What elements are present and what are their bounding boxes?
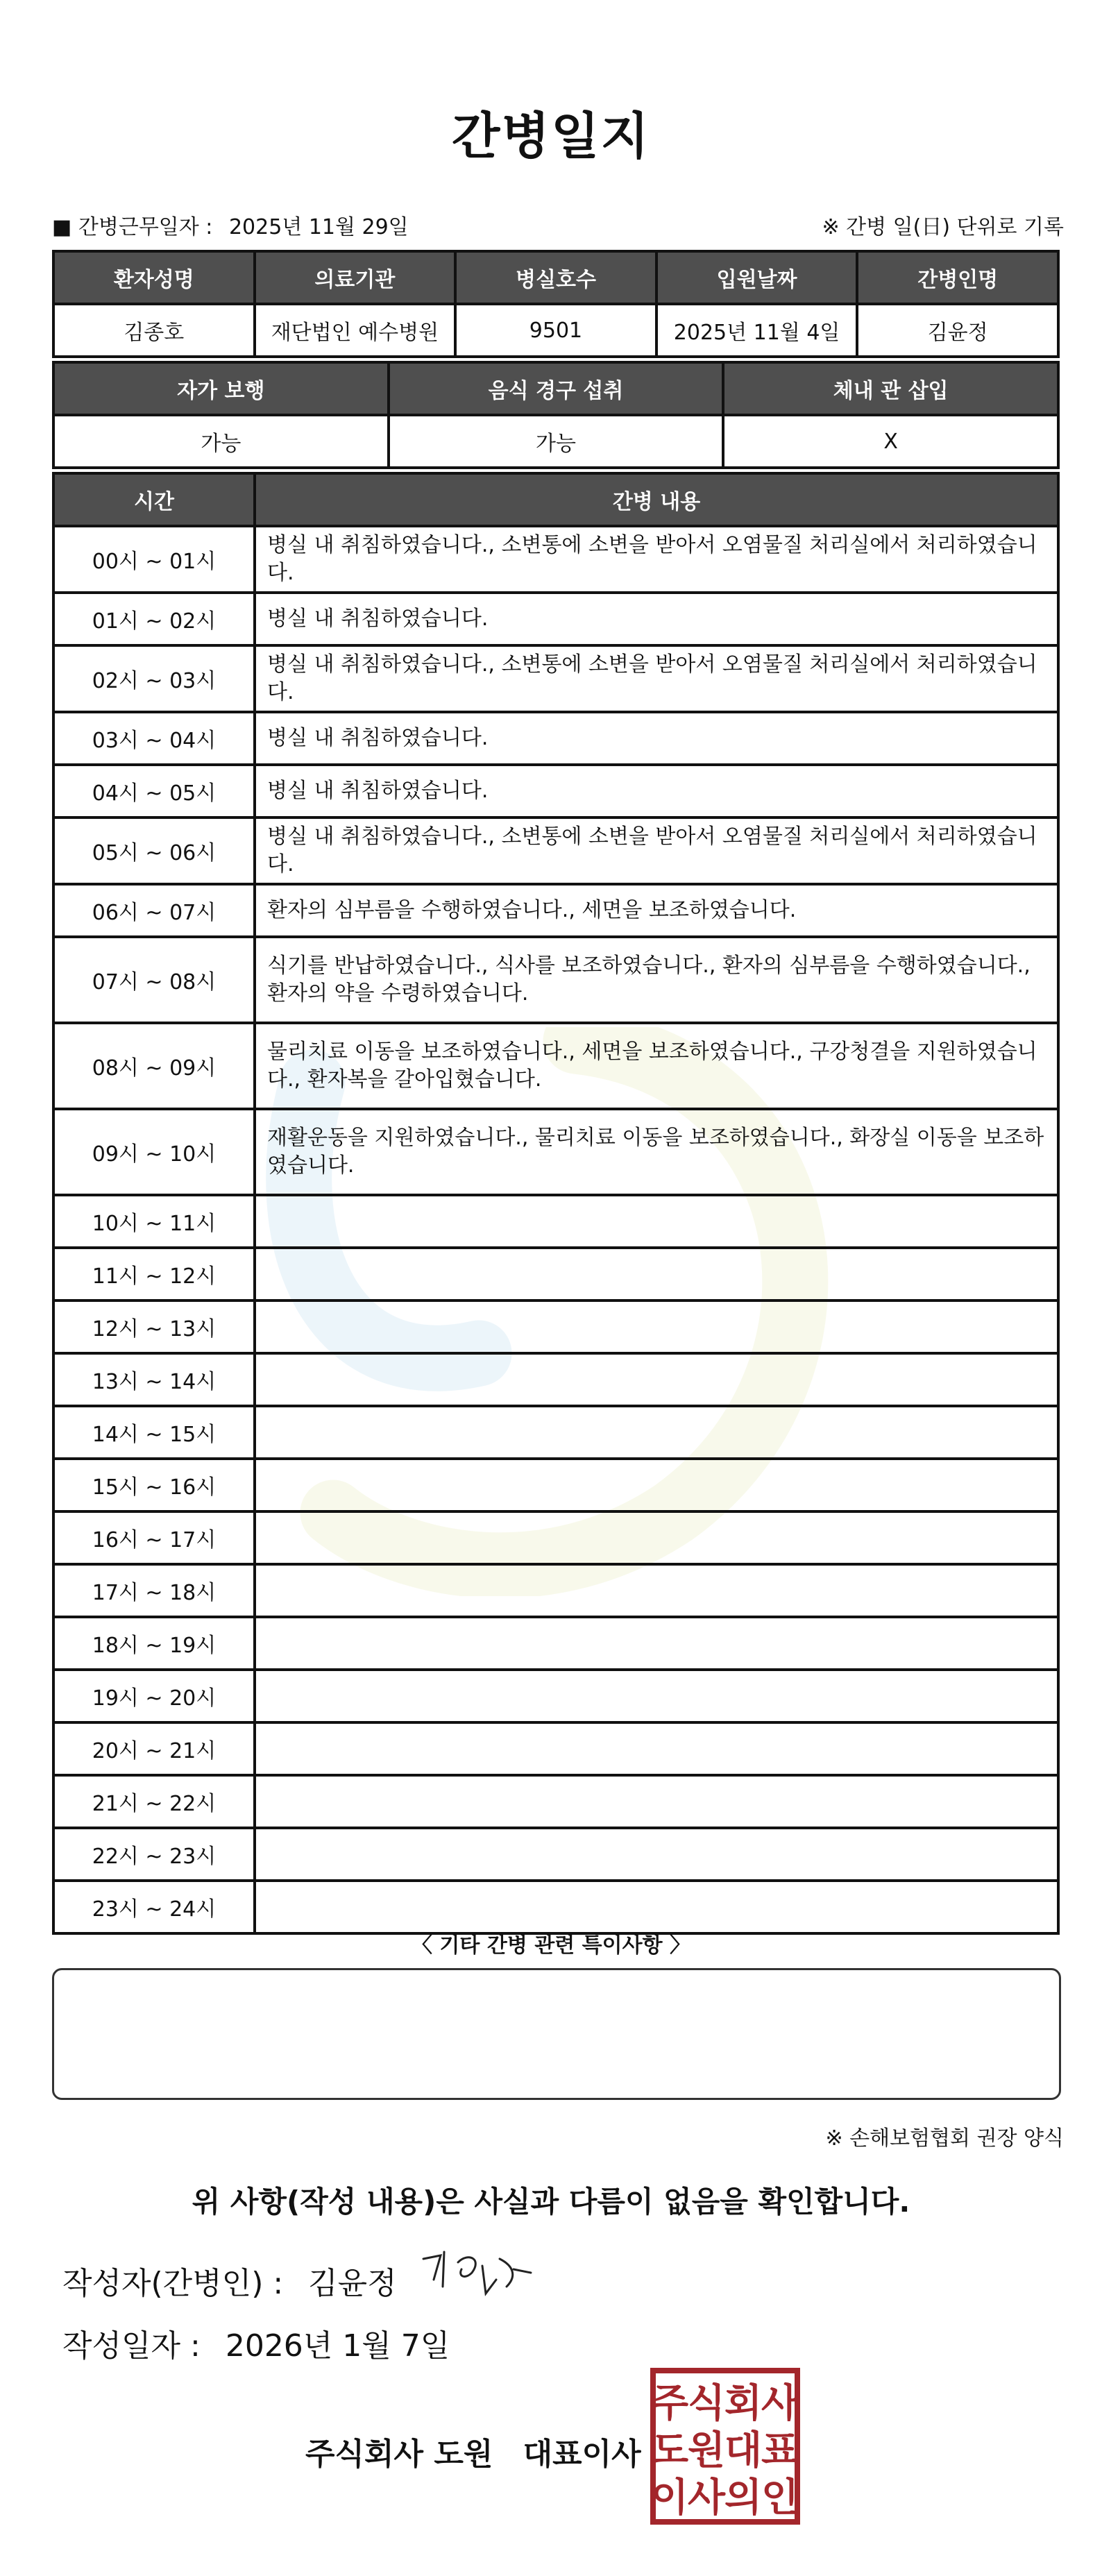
admission-date: 2025년 11월 4일 [656,304,858,357]
care-log-time: 11시 ~ 12시 [53,1248,255,1300]
care-log-time: 10시 ~ 11시 [53,1195,255,1248]
care-log-table [52,472,1060,1935]
writer-name: 김윤정 [308,2266,397,2301]
work-date [52,210,409,240]
care-log-content [255,1775,1058,1828]
notes-title: 〈 기타 간병 관련 특이사항 〉 [411,1933,691,1958]
care-log-row [53,645,1058,712]
confirmation-statement: 위 사항(작성 내용)은 사실과 다름이 없음을 확인합니다. [192,2185,910,2219]
care-log-content: 환자의 심부름을 수행하였습니다., 세면을 보조하였습니다. [255,884,1058,937]
care-log-content [255,1300,1058,1353]
care-log-time: 16시 ~ 17시 [53,1511,255,1564]
patient-info-header-row [53,251,1058,304]
header-self-walking: 자가 보행 [53,362,389,415]
care-log-time: 19시 ~ 20시 [53,1670,255,1722]
care-log-time: 13시 ~ 14시 [53,1353,255,1406]
care-log-content [255,1353,1058,1406]
care-log-content [255,1406,1058,1459]
care-log-content: 병실 내 취침하였습니다. [255,712,1058,765]
tube-insertion-value: X [723,415,1058,468]
seal-character: 대 [724,2428,763,2473]
care-log-row [53,1023,1058,1109]
care-log-header-row [53,473,1058,526]
care-log-row [53,1248,1058,1300]
seal-character: 회 [724,2381,763,2426]
care-log-row [53,1828,1058,1881]
care-log-time: 08시 ~ 09시 [53,1023,255,1109]
care-log-time: 17시 ~ 18시 [53,1564,255,1617]
care-log-row [53,526,1058,593]
care-log-row [53,712,1058,765]
seal-character: 의 [724,2475,763,2520]
care-log-time: 05시 ~ 06시 [53,817,255,884]
care-log-time: 03시 ~ 04시 [53,712,255,765]
written-date-value: 2026년 1월 7일 [225,2328,450,2364]
care-log-time: 18시 ~ 19시 [53,1617,255,1670]
handwritten-signature [416,2238,541,2307]
daily-record-note: ※ 간병 일(日) 단위로 기록 [822,215,1064,239]
seal-character: 식 [687,2381,726,2426]
care-log-content [255,1617,1058,1670]
care-log-row [53,1300,1058,1353]
seal-character: 원 [687,2428,726,2473]
care-log-content: 재활운동을 지원하였습니다., 물리치료 이동을 보조하였습니다., 화장실 이동을 보조하였습니다. [255,1109,1058,1195]
care-log-row [53,1881,1058,1933]
care-log-time: 23시 ~ 24시 [53,1881,255,1933]
care-log-time: 14시 ~ 15시 [53,1406,255,1459]
care-log-content [255,1459,1058,1511]
care-log-time: 20시 ~ 21시 [53,1722,255,1775]
care-log-time: 15시 ~ 16시 [53,1459,255,1511]
care-log-row [53,1617,1058,1670]
header-care-content: 간병 내용 [255,473,1058,526]
company-seal-icon [649,2366,802,2526]
care-log-row [53,1775,1058,1828]
form-source-note: ※ 손해보험협회 권장 양식 [825,2126,1064,2151]
care-log-row [53,1459,1058,1511]
header-oral-intake: 음식 경구 섭취 [389,362,724,415]
seal-character: 인 [761,2475,799,2520]
written-date-line [62,2321,450,2365]
care-log-body [53,526,1058,1933]
patient-name: 김종호 [53,304,255,357]
care-log-content [255,1564,1058,1617]
document-title: 간병일지 [451,107,651,165]
written-date-label: 작성일자 : [62,2328,201,2364]
care-log-content: 병실 내 취침하였습니다. [255,593,1058,645]
writer-label: 작성자(간병인) : [62,2266,284,2301]
care-log-row [53,593,1058,645]
seal-character: 도 [650,2428,689,2473]
care-log-time: 02시 ~ 03시 [53,645,255,712]
care-log-row [53,1109,1058,1195]
header-time: 시간 [53,473,255,526]
work-date-label: ■ 간병근무일자 : [52,215,213,239]
care-log-content: 식기를 반납하였습니다., 식사를 보조하였습니다., 환자의 심부름을 수행하였습니다., 환자의 약을 수령하였습니다. [255,937,1058,1023]
care-log-row [53,1722,1058,1775]
care-log-row [53,1670,1058,1722]
care-log-content [255,1881,1058,1933]
company-name: 주식회사 도원 [305,2437,493,2472]
care-log-content [255,1828,1058,1881]
care-log-row [53,765,1058,817]
care-log-content: 병실 내 취침하였습니다., 소변통에 소변을 받아서 오염물질 처리실에서 처리하였습니다. [255,645,1058,712]
care-log-content: 병실 내 취침하였습니다., 소변통에 소변을 받아서 오염물질 처리실에서 처리하였습니다. [255,526,1058,593]
care-log-row [53,1406,1058,1459]
care-log-time: 00시 ~ 01시 [53,526,255,593]
patient-status-table [52,361,1060,469]
care-log-time: 04시 ~ 05시 [53,765,255,817]
work-date-value: 2025년 11월 29일 [228,215,409,239]
care-log-row [53,1511,1058,1564]
patient-info-table [52,250,1060,358]
company-line [305,2429,641,2473]
status-value-row [53,415,1058,468]
care-log-content: 물리치료 이동을 보조하였습니다., 세면을 보조하였습니다., 구강청결을 지원하였습니다., 환자복을 갈아입혔습니다. [255,1023,1058,1109]
care-log-row [53,1353,1058,1406]
care-log-time: 12시 ~ 13시 [53,1300,255,1353]
care-log-content [255,1722,1058,1775]
care-log-row [53,817,1058,884]
care-log-content [255,1195,1058,1248]
seal-character: 사 [761,2381,799,2426]
care-log-content [255,1248,1058,1300]
seal-character: 주 [650,2381,689,2426]
care-log-content [255,1670,1058,1722]
seal-character: 이 [650,2475,689,2520]
company-title: 대표이사 [523,2437,641,2472]
header-room-number: 병실호수 [455,251,656,304]
patient-info-value-row [53,304,1058,357]
writer-line [62,2258,397,2303]
care-log-content: 병실 내 취침하였습니다., 소변통에 소변을 받아서 오염물질 처리실에서 처리하였습니다. [255,817,1058,884]
special-notes-box [52,1968,1061,2100]
care-log-time: 07시 ~ 08시 [53,937,255,1023]
seal-character: 표 [761,2428,799,2473]
care-log-row [53,937,1058,1023]
care-log-row [53,1195,1058,1248]
status-header-row [53,362,1058,415]
care-log-time: 06시 ~ 07시 [53,884,255,937]
caregiver-name: 김윤정 [857,304,1058,357]
seal-character: 사 [687,2475,726,2520]
header-admission-date: 입원날짜 [656,251,858,304]
oral-intake-value: 가능 [389,415,724,468]
care-log-row [53,1564,1058,1617]
care-log-row [53,884,1058,937]
care-log-content [255,1511,1058,1564]
care-log-time: 22시 ~ 23시 [53,1828,255,1881]
header-caregiver-name: 간병인명 [857,251,1058,304]
hospital-name: 재단법인 예수병원 [255,304,456,357]
header-patient-name: 환자성명 [53,251,255,304]
care-log-content: 병실 내 취침하였습니다. [255,765,1058,817]
header-hospital: 의료기관 [255,251,456,304]
care-log-time: 01시 ~ 02시 [53,593,255,645]
care-log-time: 21시 ~ 22시 [53,1775,255,1828]
header-tube-insertion: 체내 관 삽입 [723,362,1058,415]
care-log-time: 09시 ~ 10시 [53,1109,255,1195]
self-walking-value: 가능 [53,415,389,468]
room-number: 9501 [455,304,656,357]
